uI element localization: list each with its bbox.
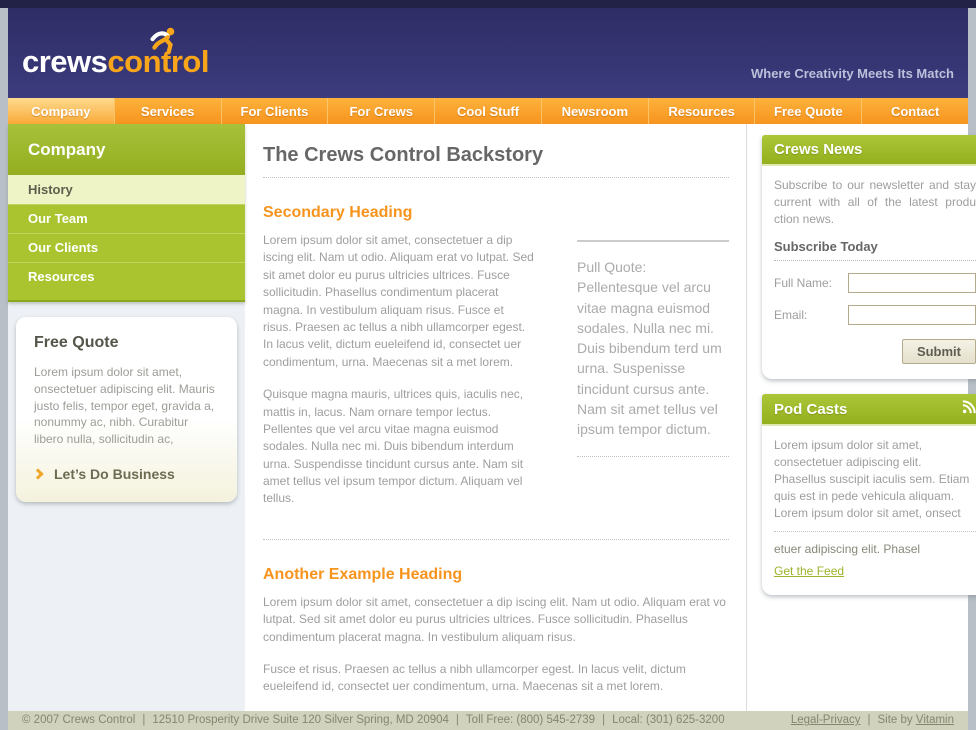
free-quote-body: Lorem ipsum dolor sit amet, onsectetuer adipiscing elit. Mauris justo felis, tempor eget, gravida a, nonummy ac, nibh. Curabitur libero nulla, sollicitudin ac, bbox=[34, 365, 215, 447]
full-name-label: Full Name: bbox=[774, 276, 833, 291]
nav-item-free-quote[interactable]: Free Quote bbox=[755, 98, 862, 124]
sidebar-item-our-clients[interactable]: Our Clients bbox=[8, 233, 245, 262]
free-quote-title: Free Quote bbox=[34, 334, 119, 351]
left-sidebar bbox=[8, 124, 245, 711]
nav-item-contact[interactable]: Contact bbox=[890, 103, 940, 119]
footer-right bbox=[791, 714, 954, 726]
content-area bbox=[8, 124, 976, 711]
another-example-heading: Another Example Heading bbox=[263, 565, 463, 583]
section-divider bbox=[263, 539, 729, 540]
podcasts-header bbox=[762, 394, 976, 426]
nav-item-resources[interactable]: Resources bbox=[649, 98, 756, 124]
logo-text-control: control bbox=[107, 44, 209, 79]
footer-separator: | bbox=[142, 714, 146, 727]
podcasts-text: Lorem ipsum dolor sit amet, consectetuer adipiscing elit. Phasellus suscipit iaculis sem. Etiam quis est in pede vehicula aliquam. Lorem ipsum dolor sit amet, onsect bbox=[774, 438, 970, 520]
body-text-column bbox=[263, 232, 535, 523]
main-nav bbox=[8, 98, 968, 124]
get-the-feed-link[interactable]: Get the Feed bbox=[774, 564, 845, 579]
page bbox=[8, 8, 976, 730]
submit-button[interactable]: Submit bbox=[902, 339, 976, 364]
page-top-edge bbox=[0, 0, 976, 8]
free-quote-box bbox=[16, 317, 237, 502]
nav-item-for-clients[interactable]: For Clients bbox=[222, 98, 329, 124]
full-name-input[interactable] bbox=[848, 273, 976, 293]
chevron-right-icon bbox=[32, 468, 43, 479]
sidebar-item-resources[interactable]: Resources bbox=[8, 262, 245, 291]
sidebar-item-history[interactable]: History bbox=[8, 175, 245, 204]
email-label: Email: bbox=[774, 308, 808, 323]
paragraph: Quisque magna mauris, ultrices quis, iaculis nec, mattis in, lacus. Nam ornare tempor lectus. Pellentes que vel arcu vitae magna euismod sodales. Nulla nec mi. Duis bibendum interdum urna. Suspendisse tincidunt cursus ante. Nam sit amet tellus vel ipsum tempor dictum. Aliquam vel tellus. bbox=[263, 387, 524, 506]
paragraph: Lorem ipsum dolor sit amet, consectetuer a dip iscing elit. Nam ut odio. Aliquam erat vo lutpat. Sed sit amet dolor eu purus ultricies ultrices. Fusce sollicitudin. Phasellus condimentum placerat magna. In vestibulum aliquam risus. Fusce et risus. Praesen ac tellus a nibh ullamcorper egest. In lacus velit, dictum eueleifend id, consectet uer condimentum, urna. Maecenas sit a met lorem. bbox=[263, 233, 534, 369]
subscribe-today-heading: Subscribe Today bbox=[774, 239, 976, 261]
crews-news-header bbox=[762, 135, 976, 166]
right-sidebar bbox=[747, 124, 976, 711]
legal-privacy-link[interactable]: Legal-Privacy bbox=[790, 714, 861, 727]
podcasts-body bbox=[762, 426, 976, 595]
address-text: 12510 Prosperity Drive Suite 120 Silver Spring, MD 20904 bbox=[152, 714, 449, 727]
company-section-menu bbox=[8, 124, 245, 302]
site-logo[interactable] bbox=[22, 44, 209, 80]
crews-news-title: Crews News bbox=[774, 141, 863, 158]
vitamin-link[interactable]: Vitamin bbox=[915, 714, 954, 727]
paragraph: Fusce et risus. Praesen ac tellus a nibh ullamcorper egest. In lacus velit, dictum eueleifend id, consectet uer condimentum, urna. Maecenas sit a met lorem. bbox=[263, 662, 686, 694]
crews-news-panel bbox=[762, 135, 976, 379]
crews-news-body bbox=[762, 166, 976, 379]
nav-item-cool-stuff[interactable]: Cool Stuff bbox=[435, 98, 542, 124]
podcasts-title: Pod Casts bbox=[774, 400, 848, 418]
footer-separator: | bbox=[602, 714, 606, 727]
email-input[interactable] bbox=[848, 305, 976, 325]
footer-separator: | bbox=[867, 714, 871, 727]
nav-item-company[interactable]: Company bbox=[8, 98, 115, 124]
email-row bbox=[774, 305, 976, 325]
rss-icon[interactable] bbox=[962, 400, 976, 418]
footer-left bbox=[22, 714, 725, 726]
news-intro: Subscribe to our newsletter and stay current with all of the latest produ ction news. bbox=[774, 178, 976, 226]
nav-item-for-crews[interactable]: For Crews bbox=[328, 98, 435, 124]
tagline: Where Creativity Meets Its Match bbox=[750, 66, 954, 81]
toll-free-text: Toll Free: (800) 545-2739 bbox=[465, 714, 596, 727]
main-column bbox=[245, 124, 747, 711]
secondary-heading: Secondary Heading bbox=[263, 204, 413, 221]
pull-quote: Pull Quote: Pellentesque vel arcu vitae magna euismod sodales. Nulla nec mi. Duis bibendum terd um urna. Suspenisse tincidunt cursus ante. Nam sit amet tellus vel ipsum tempor dictum. bbox=[577, 240, 729, 457]
site-footer bbox=[8, 711, 968, 730]
podcasts-more-text: etuer adipiscing elit. Phasel bbox=[774, 542, 921, 557]
full-name-row bbox=[774, 273, 976, 293]
nav-item-services[interactable]: Services bbox=[115, 98, 222, 124]
sidebar-section-title: Company bbox=[8, 124, 245, 175]
nav-item-newsroom[interactable]: Newsroom bbox=[542, 98, 649, 124]
running-person-icon bbox=[145, 26, 179, 61]
sidebar-item-our-team[interactable]: Our Team bbox=[8, 204, 245, 233]
podcasts-divider bbox=[774, 531, 976, 532]
two-column-block bbox=[263, 232, 729, 523]
page-title: The Crews Control Backstory bbox=[263, 142, 729, 178]
site-by-text: Site by bbox=[877, 714, 913, 727]
paragraph: Lorem ipsum dolor sit amet, consectetuer a dip iscing elit. Nam ut odio. Aliquam erat vo lutpat. Sed sit amet dolor eu purus ultricies ultrices. Fusce sollicitudin. Phasellus condimentum placerat magna. In vestibulum aliquam risus. bbox=[263, 594, 726, 644]
footer-separator: | bbox=[455, 714, 459, 727]
podcasts-panel bbox=[762, 394, 976, 595]
submit-row bbox=[774, 339, 976, 364]
local-phone-text: Local: (301) 625-3200 bbox=[612, 714, 725, 727]
site-header bbox=[8, 8, 968, 98]
lets-do-business-label: Let’s Do Business bbox=[54, 465, 175, 482]
lets-do-business-link[interactable] bbox=[34, 466, 219, 482]
logo-text-crews: crews bbox=[22, 44, 108, 79]
copyright-text: © 2007 Crews Control bbox=[22, 714, 136, 727]
